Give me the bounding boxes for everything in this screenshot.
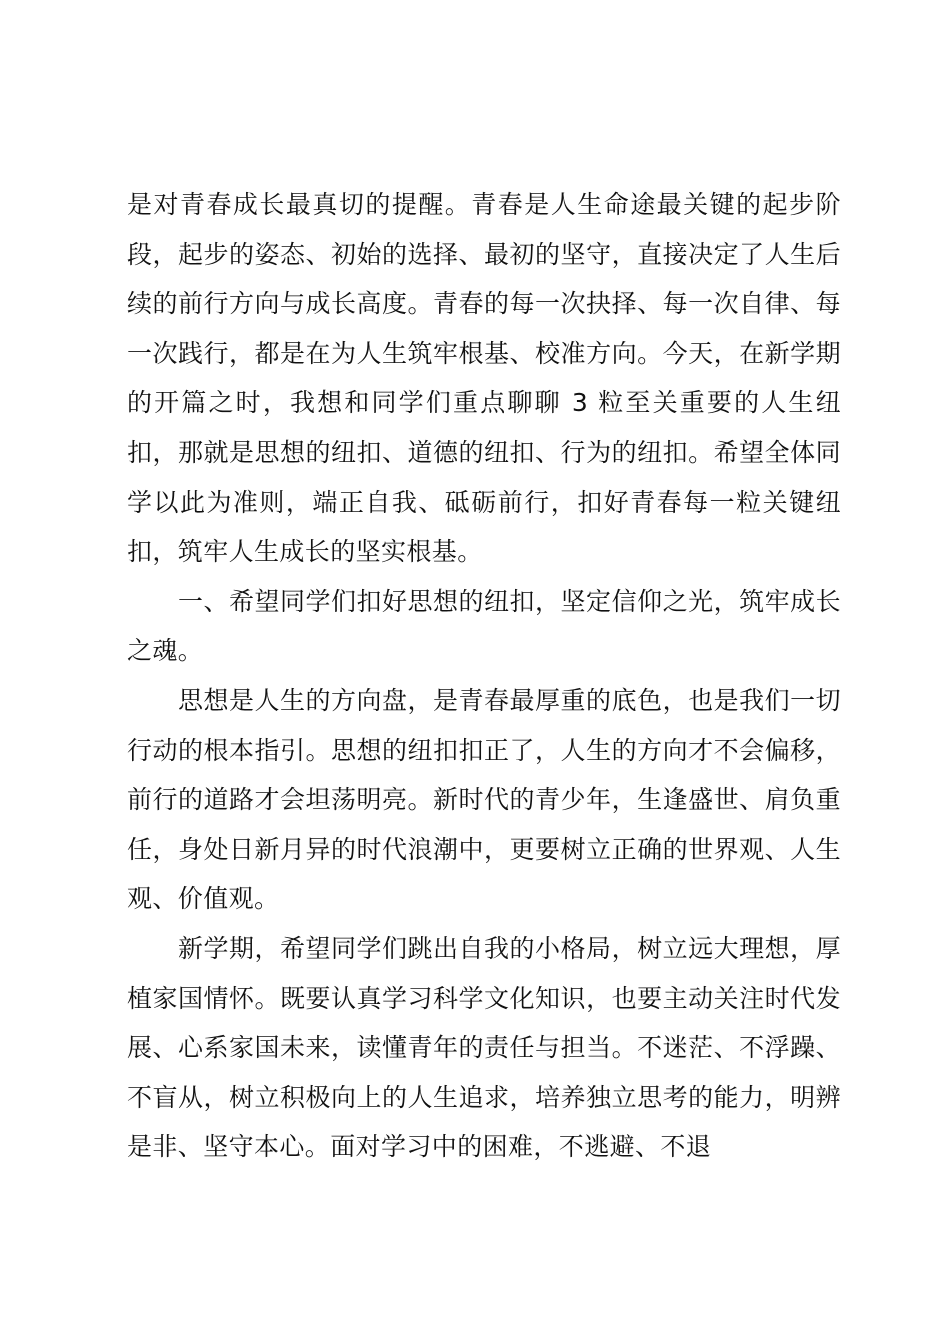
section-heading-thought: 一、希望同学们扣好思想的纽扣，坚定信仰之光，筑牢成长之魂。 [127, 586, 841, 666]
paragraph-thought: 思想是人生的方向盘，是青春最厚重的底色，也是我们一切行动的根本指引。思想的纽扣扣正了，人生的方向才不会偏移，前行的道路才会坦荡明亮。新时代的青少年，生逢盛世、肩负重任，身处日新月异的时代浪潮中，更要树立正确的世界观、人生观、价值观。 [127, 685, 841, 914]
paragraph-intro: 是对青春成长最真切的提醒。青春是人生命途最关键的起步阶段，起步的姿态、初始的选择、最初的坚守，直接决定了人生后续的前行方向与成长高度。青春的每一次抉择、每一次自律、每一次践行，都是在为人生筑牢根基、校准方向。今天，在新学期的开篇之时，我想和同学们重点聊聊 3 粒至关重要的人生纽扣，那就是思想的纽扣、道德的纽扣、行为的纽扣。希望全体同学以此为准则，端正自我、砥砺前行，扣好青春每一粒关键纽扣，筑牢人生成长的坚实根基。 [127, 190, 841, 567]
body-text [127, 180, 841, 1172]
paragraph-new-semester: 新学期，希望同学们跳出自我的小格局，树立远大理想，厚植家国情怀。既要认真学习科学文化知识，也要主动关注时代发展、心系家国未来，读懂青年的责任与担当。不迷茫、不浮躁、不盲从，树立积极向上的人生追求，培养独立思考的能力，明辨是非、坚守本心。面对学习中的困难，不逃避、不退 [127, 933, 841, 1162]
